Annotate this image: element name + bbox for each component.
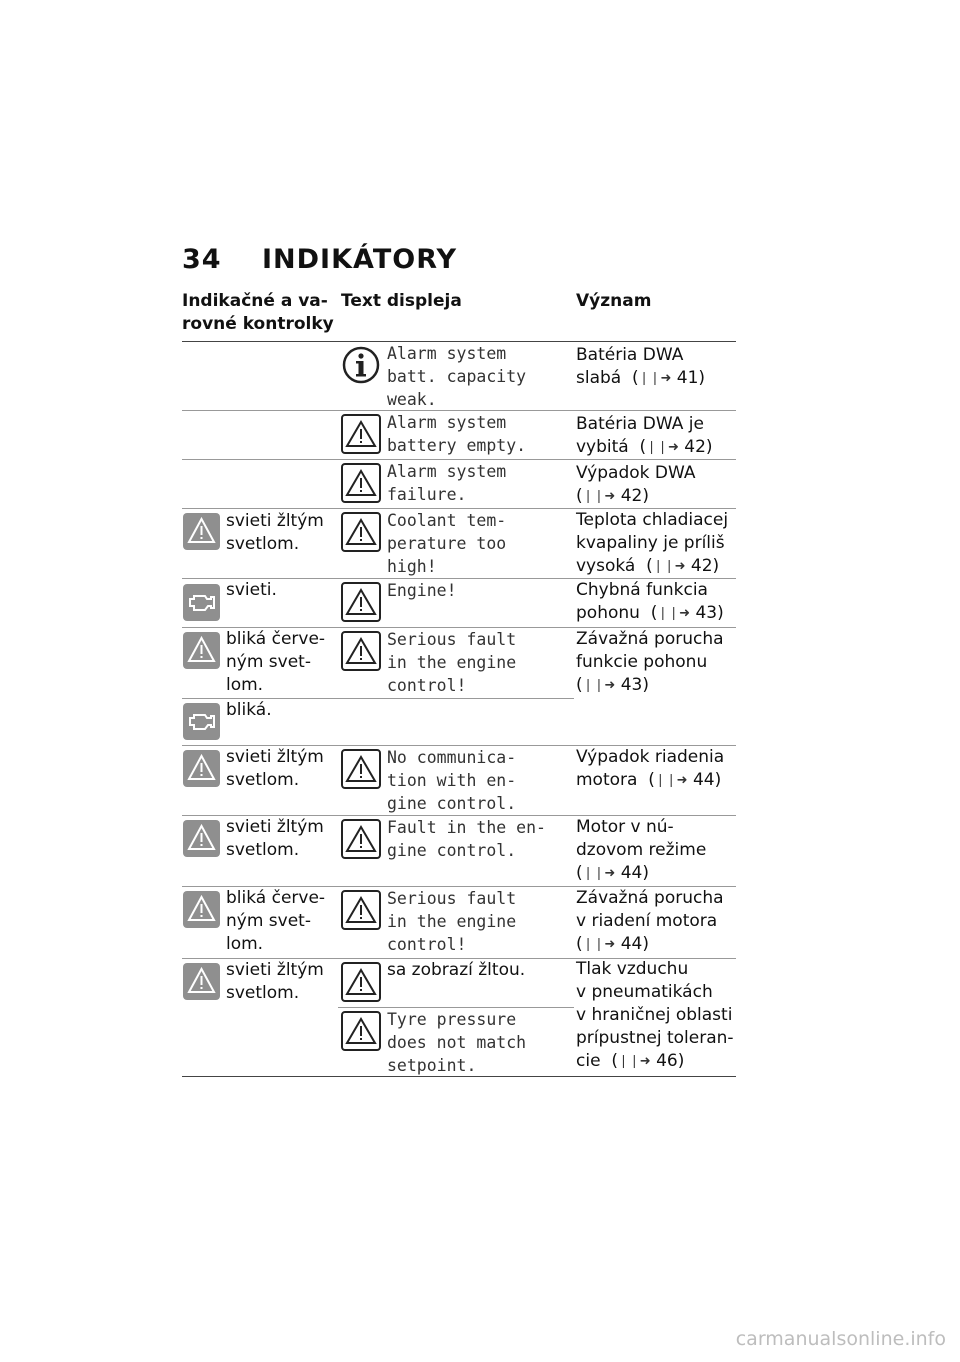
page-reference[interactable]: 41) [676,368,706,388]
warning-triangle-icon [341,890,381,930]
meaning-text: Teplota chladiacej kvapaliny je príliš vysoká (❘❘➜ 42) [576,510,729,576]
general-warning-light-icon [183,632,220,669]
display-text: Serious fault in the engine control! [387,630,517,695]
meaning-text: Batéria DWA je vybitá (❘❘➜ 42) [576,414,713,457]
chapter-title: INDIKÁTORY [262,244,458,275]
header-meaning: Význam [576,291,652,311]
indicator-text: svieti. [226,580,277,600]
display-text: Tyre pressure does not match setpoint. [387,1010,527,1075]
general-warning-light-icon [183,513,220,550]
meaning-text: Výpadok riadenia motora (❘❘➜ 44) [576,747,725,790]
warning-triangle-icon [341,749,381,789]
meaning-text: Výpadok DWA (❘❘➜ 42) [576,463,696,506]
header-display-text: Text displeja [341,291,462,311]
page-reference-arrow-icon: ❘❘➜ [582,866,616,881]
meaning-text: Závažná porucha funkcie pohonu (❘❘➜ 43) [576,629,724,695]
display-text: Fault in the en- gine control. [387,818,546,860]
indicator-text: svieti žltým svetlom. [226,817,324,860]
warning-triangle-icon [341,1011,381,1051]
page-reference-arrow-icon: ❘❘➜ [638,371,672,386]
page-reference[interactable]: 42) [690,556,720,576]
display-text: Engine! [387,581,457,600]
page-reference-arrow-icon: ❘❘➜ [646,440,679,455]
warning-triangle-icon [341,463,381,503]
indicator-text: svieti žltým svetlom. [226,747,324,790]
meaning-text: Tlak vzduchu v pneumatikách v hraničnej oblasti prípustnej toleran- cie (❘❘➜ 46) [576,959,734,1071]
meaning-text: Závažná porucha v riadení motora (❘❘➜ 44) [576,888,724,954]
page-reference[interactable]: 43) [620,675,649,695]
general-warning-light-icon [183,820,220,857]
engine-light-icon [183,584,220,621]
page-reference-arrow-icon: ❘❘➜ [652,559,686,574]
display-text: Coolant tem- perature too high! [387,511,507,576]
page-reference[interactable]: 44) [620,934,649,954]
page-reference-arrow-icon: ❘❘➜ [582,489,616,504]
page-reference-arrow-icon: ❘❘➜ [654,773,688,788]
warning-triangle-icon [341,631,381,671]
warning-triangle-icon [341,582,381,622]
display-text: sa zobrazí žltou. [387,960,526,980]
page-reference-arrow-icon: ❘❘➜ [617,1054,651,1069]
header-indicators: Indikačné a va- rovné kontrolky [182,291,334,334]
indicator-text: svieti žltým svetlom. [226,511,324,554]
indicator-text: bliká červe- ným svet- lom. [226,888,326,954]
page-title [182,244,457,275]
warning-triangle-icon [341,819,381,859]
info-icon [341,345,381,385]
watermark: carmanualsonline.info [735,1328,946,1350]
display-text: Serious fault in the engine control! [387,889,517,954]
indicator-text: svieti žltým svetlom. [226,960,324,1003]
general-warning-light-icon [183,891,220,928]
page-reference-arrow-icon: ❘❘➜ [582,678,616,693]
display-text: Alarm system failure. [387,462,507,504]
page-reference[interactable]: 44) [620,863,649,883]
page-reference-arrow-icon: ❘❘➜ [582,937,616,952]
page-reference-arrow-icon: ❘❘➜ [657,606,691,621]
display-text: Alarm system battery empty. [387,413,527,455]
page-reference[interactable]: 42) [684,437,713,457]
display-text: Alarm system batt. capacity weak. [387,344,527,409]
general-warning-light-icon [183,750,220,787]
indicator-text: bliká. [226,700,272,720]
page-reference[interactable]: 44) [692,770,722,790]
warning-triangle-icon [341,512,381,552]
page-reference[interactable]: 46) [656,1051,685,1071]
meaning-text: Chybná funkcia pohonu (❘❘➜ 43) [576,580,724,623]
page-reference[interactable]: 42) [620,486,649,506]
engine-light-icon [183,703,220,740]
warning-triangle-icon [341,962,381,1002]
general-warning-light-icon [183,963,220,1000]
display-text: No communica- tion with en- gine control. [387,748,517,813]
indicator-text: bliká červe- ným svet- lom. [226,629,326,695]
warning-triangle-icon [341,414,381,454]
meaning-text: Motor v nú- dzovom režime (❘❘➜ 44) [576,817,707,883]
page-number: 34 [182,244,222,275]
page-reference[interactable]: 43) [695,603,724,623]
meaning-text: Batéria DWA slabá (❘❘➜ 41) [576,345,706,388]
